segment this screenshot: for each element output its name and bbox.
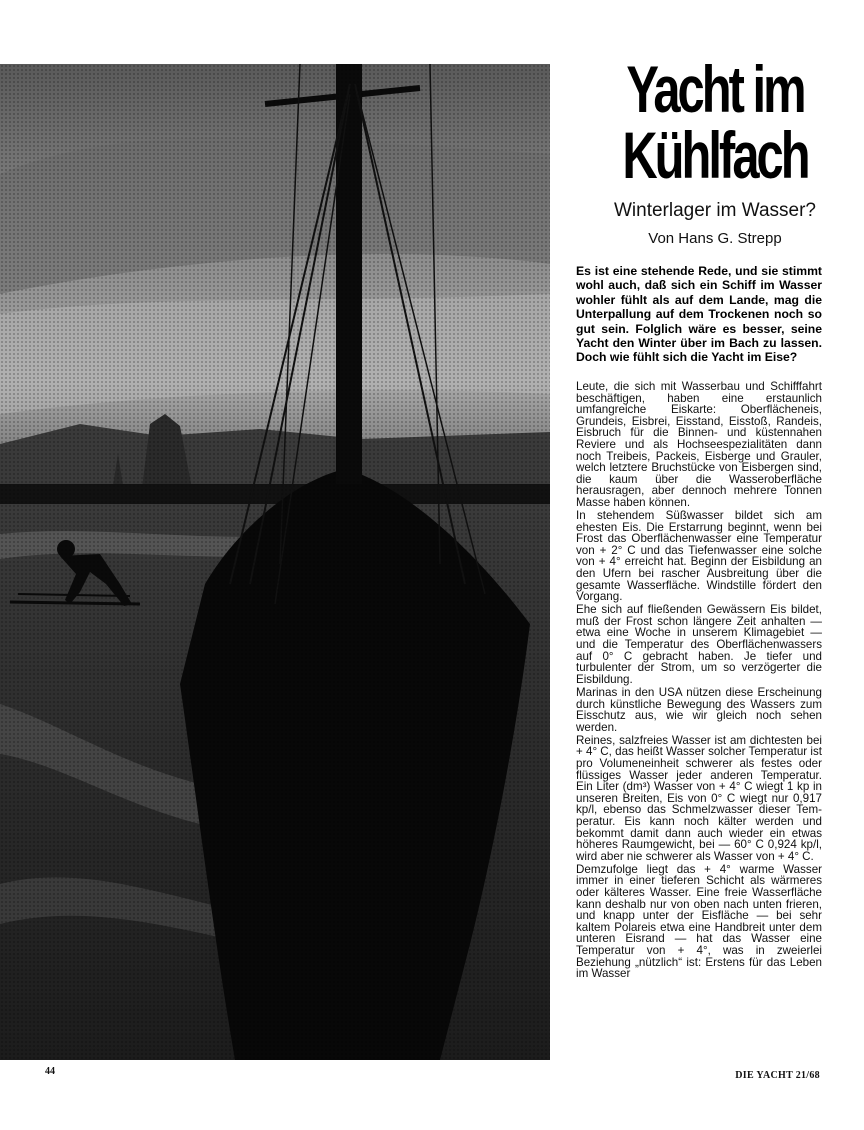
title-line-1: Yacht im (626, 52, 804, 126)
article-title (605, 52, 826, 192)
yacht-photo (0, 64, 550, 1060)
body-paragraph: In stehendem Süßwasser bildet sich am ehesten Eis. Die Erstarrung beginnt, wenn bei Frost das Oberflächenwasser eine Temperatur von + 2° C und das Tiefenwasser eine solche von + 4° erreicht hat. Beginn der Eisbildung an den Ufern bei rascher Ausbreitung über die gesamte Wasserfläche. Windstille fördert den Vorgang. (576, 509, 822, 604)
body-paragraph: Demzufolge liegt das + 4° warme Wasser immer in einer tieferen Schicht als wärmeres oder kälteres Wasser. Eine freie Wasserfläche kann deshalb nur von oben nach unten frieren, und knapp unter der Eisfläche — bei sehr kaltem Polareis etwa eine Handbreit unter dem unteren Eisrand — hat das Wasser eine Temperatur von + 4°, was in zweierlei Beziehung „nützlich“ ist: Erstens für das Leben im Wasser (576, 862, 822, 981)
article-body (576, 381, 822, 1063)
title-line-2: Kühlfach (622, 118, 808, 192)
body-paragraph: Marinas in den USA nützen diese Erscheinung durch künstliche Bewegung des Wassers zum Eisschutz aus, wie wir gleich noch sehen werden. (576, 685, 822, 734)
body-paragraph: Leute, die sich mit Wasserbau und Schifffahrt beschäftigen, haben eine erstaunlich umfangreiche Eiskarte: Oberflächeneis, Grundeis, Eisbrei, Eisstand, Eisstoß, Randeis, Eisbruch für die Binnen- und küstennahen Reviere und als Hochseespezialitäten dann noch Treibeis, Packeis, Eisberge und Grauler, welch letztere Bruchstücke von Eisbergen sind, die kaum über die Wasseroberfläche herausragen, aber dennoch mehrere Tonnen Masse haben können. (576, 381, 822, 509)
article-subtitle: Winterlager im Wasser? (613, 200, 816, 221)
magazine-footer: DIE YACHT 21/68 (735, 1070, 820, 1081)
body-paragraph: Reines, salzfreies Wasser ist am dichtesten bei + 4° C, das heißt Wasser solcher Temperatur ist pro Volumeneinheit schwerer als festes oder flüssiges Wasser jeder anderen Temperatur. Ein Liter (dm³) Wasser von + 4° C wiegt 1 kp in unseren Breiten, Eis von 0° C wiegt nur 0,917 kp/l, ebenso das Schmelzwasser dieser Temperatur. Eis kann noch kälter werden und bekommt damit dann auch wieder ein etwas höheres Raumgewicht, bei — 60° C 0,924 kp/l, wird aber nie schwerer als Wasser von + 4° C. (576, 733, 822, 863)
article-lead: Es ist eine stehende Rede, und sie stimmt wohl auch, daß sich ein Schiff im Wasser wohler fühlt als auf dem Lande, mag die Unterpallung auf dem Trockenen noch so gut sein. Folglich wäre es besser, seine Yacht den Winter über im Bach zu lassen. Doch wie fühlt sich die Yacht im Eise? (576, 264, 822, 365)
page-number: 44 (45, 1066, 55, 1077)
article-byline: Von Hans G. Strepp (648, 230, 782, 247)
body-paragraph: Ehe sich auf fließenden Gewässern Eis bildet, muß der Frost schon längere Zeit anhalten — etwa eine Woche in unserem Klimagebiet — und die Temperatur des Oberflächenwassers auf 0° C gebracht haben. Je tiefer und turbulenter der Strom, um so verzögerter die Eisbildung. (576, 603, 822, 686)
